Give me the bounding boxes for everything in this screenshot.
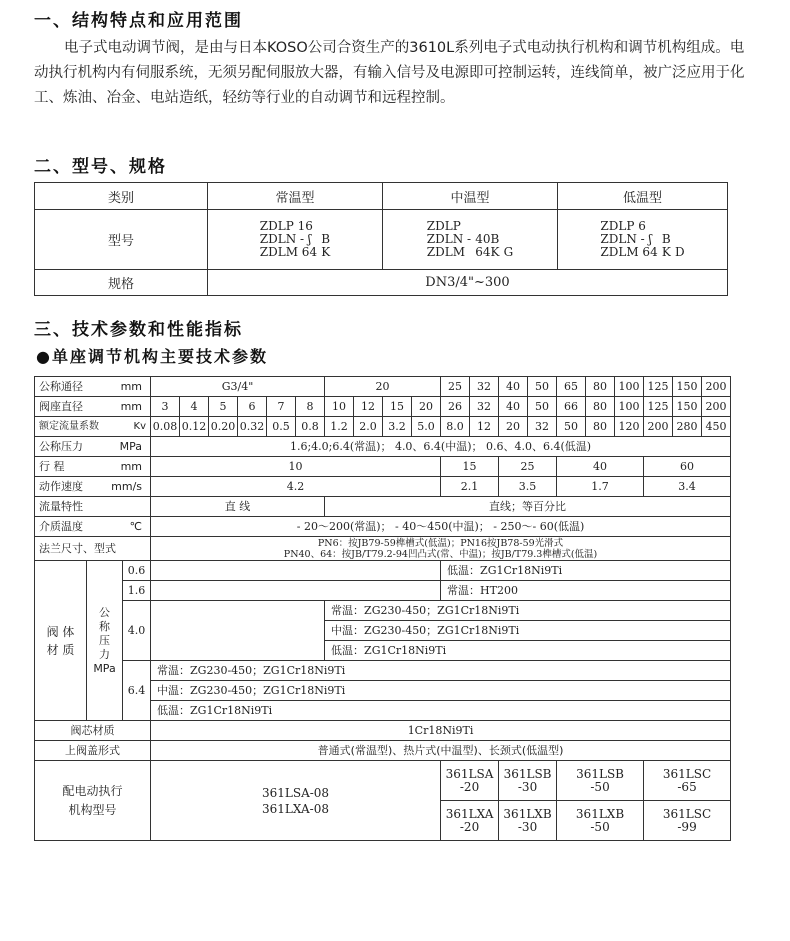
cell: 20 [412, 397, 441, 417]
cell: 361LSB -50 [557, 761, 644, 801]
cell: 200 [702, 397, 731, 417]
cell: 低温：ZG1Cr18Ni9Ti [151, 701, 731, 721]
header-low: 低温型 [558, 183, 728, 210]
cell: 100 [615, 397, 644, 417]
cell: 10 [325, 397, 354, 417]
cell: 32 [470, 377, 499, 397]
cell: 40 [557, 457, 644, 477]
model-low: ZDLP 6 ZDLN - ʃ ZDLM 64 B K D [558, 210, 728, 270]
cell: 450 [702, 417, 731, 437]
cell: 60 [644, 457, 731, 477]
temp-label: 介质温度 ℃ [35, 517, 151, 537]
cell: 120 [615, 417, 644, 437]
cell: 1Cr18Ni9Ti [151, 721, 731, 741]
flange-label: 法兰尺寸、型式 [35, 537, 151, 561]
cell: 32 [528, 417, 557, 437]
pressure-vertical-label: 公 称 压 力 MPa [87, 561, 123, 721]
cell: 280 [673, 417, 702, 437]
cell: 直 线 [151, 497, 325, 517]
model-spec-table [34, 182, 728, 296]
model-normal: ZDLP 16 ZDLN - ʃ ZDLM 64 B K [208, 210, 383, 270]
cell: 0.32 [238, 417, 267, 437]
cell: 3.5 [499, 477, 557, 497]
pressure-value: 1.6;4.0;6.4(常温)； 4.0、6.4(中温)； 0.6、4.0、6.4(低温) [151, 437, 731, 457]
cell: 12 [354, 397, 383, 417]
cell: 361LSC -99 [644, 801, 731, 841]
empty-cell [151, 581, 441, 601]
cell: 4 [180, 397, 209, 417]
actuator-main: 361LSA-08 361LXA-08 [151, 761, 441, 841]
cell: 0.20 [209, 417, 238, 437]
cell: 150 [673, 377, 702, 397]
cell: 50 [528, 397, 557, 417]
cell: 直线；等百分比 [325, 497, 731, 517]
cell: 0.6 [123, 561, 151, 581]
kv-label: 额定流量系数 Kv [35, 417, 151, 437]
cell: 125 [644, 397, 673, 417]
core-material-label: 阀芯材质 [35, 721, 151, 741]
cell: 中温：ZG230-450；ZG1Cr18Ni9Ti [325, 621, 731, 641]
body-material-label: 阀 体 材 质 [35, 561, 87, 721]
cell: 26 [441, 397, 470, 417]
cell: 361LSC -65 [644, 761, 731, 801]
cell: 80 [586, 397, 615, 417]
header-category: 类别 [35, 183, 208, 210]
cell: 50 [557, 417, 586, 437]
cell: 3 [151, 397, 180, 417]
row-model-label: 型号 [35, 210, 208, 270]
pressure-label: 公称压力 MPa [35, 437, 151, 457]
empty-cell [151, 601, 325, 661]
cell: 20 [499, 417, 528, 437]
cell: 15 [441, 457, 499, 477]
cell: 1.2 [325, 417, 354, 437]
row-spec-label: 规格 [35, 270, 208, 296]
cell: 25 [499, 457, 557, 477]
seat-diameter-label: 阀座直径 mm [35, 397, 151, 417]
header-medium: 中温型 [383, 183, 558, 210]
cell: 4.0 [123, 601, 151, 661]
nominal-diameter-label: 公称通径 mm [35, 377, 151, 397]
cell: 低温：ZG1Cr18Ni9Ti [325, 641, 731, 661]
cell: 361LXB -50 [557, 801, 644, 841]
cell: 15 [383, 397, 412, 417]
section3-title: 三、技术参数和性能指标 [34, 320, 243, 340]
cell: 7 [267, 397, 296, 417]
cell: 32 [470, 397, 499, 417]
cell: 2.0 [354, 417, 383, 437]
flange-value: PN6：按JB79-59榫槽式(低温)；PN16按JB78-59光滑式 PN40、64：按JB/T79.2-94凹凸式(常、中温)；按JB/T79.3榫槽式(低温) [151, 537, 731, 561]
section1-title: 一、结构特点和应用范围 [34, 11, 243, 31]
cell: 常温：ZG230-450；ZG1Cr18Ni9Ti [151, 661, 731, 681]
cell: 80 [586, 377, 615, 397]
cell: 361LXA -20 [441, 801, 499, 841]
actuator-label: 配电动执行 机构型号 [35, 761, 151, 841]
cell: 6 [238, 397, 267, 417]
cell: 低温：ZG1Cr18Ni9Ti [441, 561, 731, 581]
cell: 50 [528, 377, 557, 397]
cell: 普通式(常温型)、热片式(中温型)、长颈式(低温型) [151, 741, 731, 761]
cell: 200 [644, 417, 673, 437]
cell: 12 [470, 417, 499, 437]
cell: 80 [586, 417, 615, 437]
cell: 40 [499, 397, 528, 417]
bonnet-label: 上阀盖形式 [35, 741, 151, 761]
cell: 100 [615, 377, 644, 397]
speed-label: 动作速度 mm/s [35, 477, 151, 497]
cell: 5.0 [412, 417, 441, 437]
cell: 3.2 [383, 417, 412, 437]
cell: 0.5 [267, 417, 296, 437]
temp-value: - 20～200(常温)； - 40～450(中温)； - 250～- 60(低温) [151, 517, 731, 537]
tech-param-table [34, 376, 731, 841]
flow-char-label: 流量特性 [35, 497, 151, 517]
section2-title: 二、型号、规格 [34, 157, 167, 177]
cell: 65 [557, 377, 586, 397]
cell: 20 [325, 377, 441, 397]
cell: 361LXB -30 [499, 801, 557, 841]
cell: 常温：ZG230-450；ZG1Cr18Ni9Ti [325, 601, 731, 621]
cell: 0.8 [296, 417, 325, 437]
empty-cell [151, 561, 441, 581]
cell: 66 [557, 397, 586, 417]
cell: 200 [702, 377, 731, 397]
section3-subtitle: ●单座调节机构主要技术参数 [36, 347, 268, 366]
cell: 5 [209, 397, 238, 417]
stroke-label: 行 程 mm [35, 457, 151, 477]
intro-paragraph: 电子式电动调节阀，是由与日本KOSO公司合资生产的3610L系列电子式电动执行机构和调节机构组成。电动执行机构内有伺服系统，无须另配伺服放大器，有输入信号及电源即可控制运转，连线简单，被广泛应用于化工、炼油、冶金、电站造纸，轻纺等行业的自动调节和远程控制。 [34, 40, 745, 106]
cell: 8.0 [441, 417, 470, 437]
spec-value: DN3/4"~300 [208, 270, 728, 296]
cell: 40 [499, 377, 528, 397]
header-normal: 常温型 [208, 183, 383, 210]
cell: 8 [296, 397, 325, 417]
cell: 361LSB -30 [499, 761, 557, 801]
cell: 150 [673, 397, 702, 417]
cell: 6.4 [123, 661, 151, 721]
cell: 中温：ZG230-450；ZG1Cr18Ni9Ti [151, 681, 731, 701]
cell: 25 [441, 377, 470, 397]
cell: 2.1 [441, 477, 499, 497]
cell: 0.08 [151, 417, 180, 437]
cell: 1.7 [557, 477, 644, 497]
cell: 1.6 [123, 581, 151, 601]
cell: G3/4" [151, 377, 325, 397]
cell: 125 [644, 377, 673, 397]
cell: 4.2 [151, 477, 441, 497]
cell: 3.4 [644, 477, 731, 497]
cell: 361LSA -20 [441, 761, 499, 801]
cell: 常温：HT200 [441, 581, 731, 601]
cell: 0.12 [180, 417, 209, 437]
cell: 10 [151, 457, 441, 477]
model-medium: ZDLP ZDLN - ZDLM 40B 64K G [383, 210, 558, 270]
